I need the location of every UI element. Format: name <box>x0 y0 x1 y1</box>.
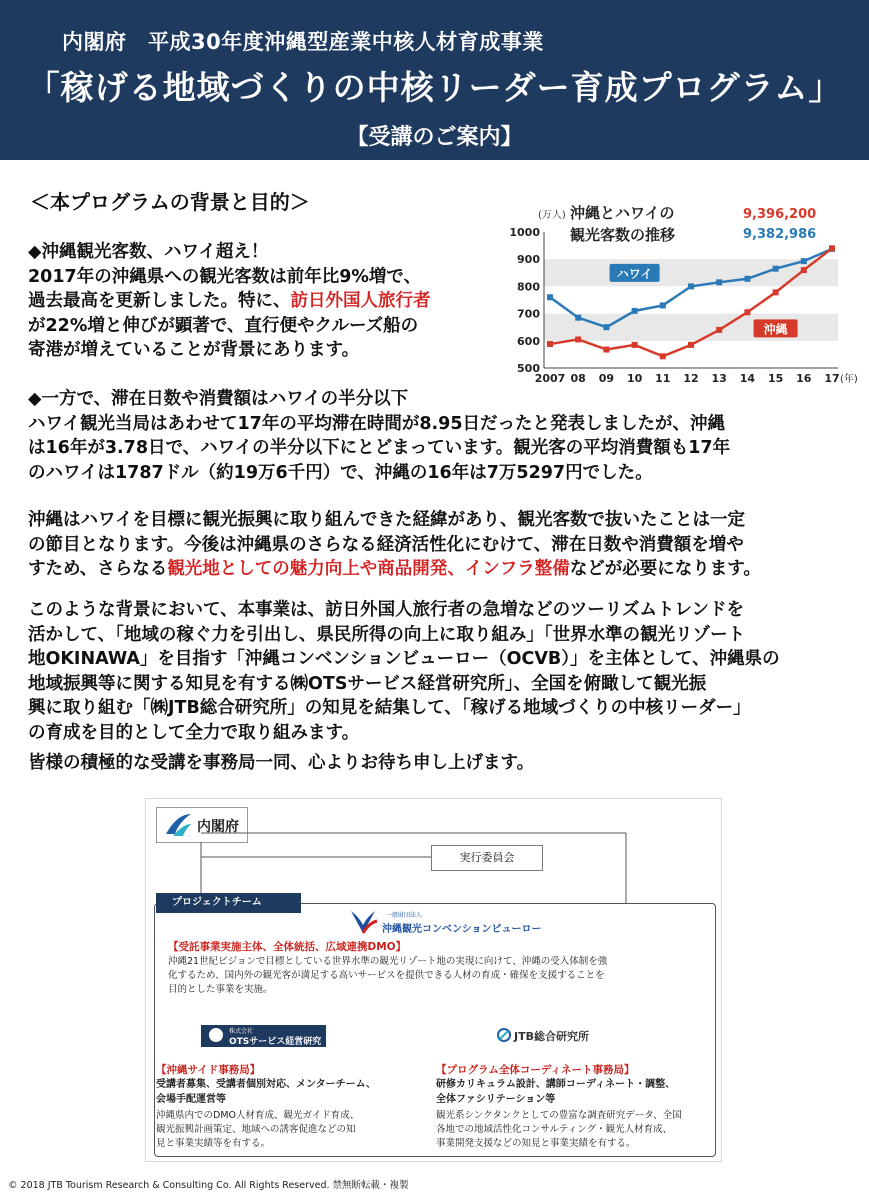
highlight-text: インフラ整備 <box>464 559 570 579</box>
paragraph-4 <box>28 598 780 776</box>
data-point <box>801 258 807 264</box>
x-tick-label: 17 <box>824 372 840 385</box>
p1-line: 寄港が増えていることが背景にあります。 <box>28 340 360 360</box>
p1-line: 過去最高を更新しました。特に、訪日外国人旅行者 <box>28 291 431 311</box>
data-point <box>801 267 807 273</box>
p1-heading: ◆沖縄観光客数、ハワイ超え！ <box>28 242 269 262</box>
p4-line: 活かして、「地域の稼ぐ力を引出し、県民所得の向上に取り組み」「世界水準の観光リゾート <box>28 624 746 645</box>
jtb-logo-icon <box>496 1027 512 1043</box>
p4-line: 興に取り組む「㈱JTB総合研究所」の知見を結集して、「稼げる地域づくりの中核リーダー」 <box>28 698 751 718</box>
x-tick-label: 12 <box>683 372 699 385</box>
highlight-text: 観光地としての魅力向上や商品開発 <box>167 559 448 579</box>
paragraph-2 <box>28 387 730 485</box>
paragraph-1 <box>28 240 431 363</box>
section-title: ＜本プログラムの背景と目的＞ <box>30 190 310 214</box>
paragraph-3 <box>28 508 761 582</box>
data-point <box>688 342 694 348</box>
header-title: 「稼げる地域づくりの中核リーダー育成プログラム」 <box>26 68 843 107</box>
x-tick-label: 10 <box>626 372 643 385</box>
data-point <box>716 327 722 333</box>
y-tick-label: 700 <box>517 307 540 321</box>
okinawa-secretariat-desc: 沖縄県内でのDMO人材育成、観光ガイド育成、 観光振興計画策定、地域への誘客促進などの知 見と事業実績等を有する。 <box>156 1110 360 1149</box>
p1-line: が22%増と伸びが顕著で、直行便やクルーズ船の <box>28 315 419 336</box>
header-subtitle: 内閣府 平成30年度沖縄型産業中核人材育成事業 <box>62 30 544 54</box>
project-team-tab: プロジェクトチーム <box>156 893 301 913</box>
okinawa-secretariat-role: 【沖縄サイド事務局】 <box>156 1064 261 1076</box>
data-point <box>829 245 835 251</box>
p4-line: 地OKINAWA」を目指す「沖縄コンベンションビューロー（OCVB）」を主体として、沖縄県の <box>28 649 780 669</box>
x-axis-label: (年) <box>840 374 858 385</box>
p3-line: の節目となります。今後は沖縄県のさらなる経済活性化にむけて、滞在日数や消費額を増や <box>28 534 744 555</box>
x-tick-label: 11 <box>655 372 671 385</box>
data-point <box>603 347 609 353</box>
y-axis-label: (万人) <box>538 210 566 221</box>
x-tick-label: 16 <box>796 372 812 385</box>
p2-line: ハワイ観光当局はあわせて17年の平均滞在時間が8.95日だったと発表しましたが、沖縄 <box>28 413 726 434</box>
header-banner <box>0 0 869 160</box>
header-guide: 【受講のご案内】 <box>346 125 523 150</box>
series-tag-label: ハワイ <box>616 266 653 281</box>
x-tick-label: 14 <box>739 372 756 385</box>
naikaku-label: 内閣府 <box>197 819 239 835</box>
x-tick-label: 08 <box>570 372 586 385</box>
x-tick-label: 13 <box>711 372 727 385</box>
data-point <box>660 302 666 308</box>
highlight-text: 訪日外国人旅行者 <box>290 291 431 311</box>
p4-closing: 皆様の積極的な受講を事務局一同、心よりお待ち申し上げます。 <box>28 753 535 773</box>
data-point <box>744 276 750 282</box>
ots-logo-icon <box>209 1028 223 1042</box>
data-point <box>744 309 750 315</box>
coordinate-secretariat-tasks: 研修カリキュラム設計、講師コーディネート・調整、 全体ファシリテーション等 <box>436 1079 676 1105</box>
p3-line: すため、さらなる観光地としての魅力向上や商品開発、インフラ整備などが必要になります。 <box>28 559 761 579</box>
data-point <box>773 266 779 272</box>
data-point <box>547 341 553 347</box>
tourism-chart <box>508 196 863 388</box>
ocvb-name: 沖縄観光コンベンションビューロー <box>382 924 542 935</box>
chart-title-line2: 観光客数の推移 <box>570 226 676 244</box>
y-tick-label: 800 <box>517 280 540 294</box>
copyright-footer: © 2018 JTB Tourism Research & Consulting Co. All Rights Reserved. 禁無断転載・複製 <box>8 1180 409 1191</box>
p1-line: 2017年の沖縄県への観光客数は前年比9%増で、 <box>28 266 422 287</box>
okinawa-value-label: 9,396,200 <box>743 207 817 222</box>
x-tick-label: 15 <box>767 372 784 385</box>
p4-line: の育成を目的として全力で取り組みます。 <box>28 722 360 743</box>
y-tick-label: 600 <box>517 334 540 348</box>
ots-logo: 株式会社 OTSサービス経営研究所 <box>201 1025 326 1047</box>
hawaii-value-label: 9,382,986 <box>743 227 817 242</box>
data-point <box>688 283 694 289</box>
data-point <box>575 315 581 321</box>
chart-svg <box>508 196 863 388</box>
ocvb-description: 沖縄21世紀ビジョンで目標としている世界水準の観光リゾート地の実現に向けて、沖縄の受入体制を強 化するため、国内外の観光客が満足する高いサービスを提供できる人材の育成・確保を支援することを 目的とした事業を実施。 <box>168 956 608 995</box>
org-diagram: 内閣府 実行委員会 プロジェクトチーム 一般財団法人 沖縄観光コンベンションビューロー 【受託事業実施主体、全体統括、広域連携DMO】 沖縄21世紀ビジョンで目標としている世界水準の観光リゾート地の実現に向けて、沖縄の受入体制を強 化するため、国内外の観光客が満足する高いサービスを提供できる人材の育成・確保を支援することを 目的とした事業を実施。 株式会社 OTSサービス経営研究所 JTB総合研究所 【沖縄サイド事務局】 受講者募集、受講者個別対応、メンターチーム、 会場手配運営等 沖縄県内でのDMO人材育成、観光ガイド育成、 観光振興計画策定、地域への誘客促進などの知 見と事業実績等を有する。 【プログラム全体コーディネート事務局】 研修カリキュラム設計、講師コーディネート・調整、 全体ファシリテーション等 観光系シンクタンクとしての豊富な調査研究データ、全国 各地での地域活性化コンサルティング・観光人材育成、 事業開発支援などの知見と事業実績を有する。 <box>145 798 722 1162</box>
series-tag-label: 沖縄 <box>763 322 788 337</box>
data-point <box>660 353 666 359</box>
y-tick-label: 500 <box>517 362 540 375</box>
ocvb-logo-icon <box>349 907 379 937</box>
ocvb-org-type: 一般財団法人 <box>386 912 423 919</box>
executive-committee-box: 実行委員会 <box>431 845 543 871</box>
data-point <box>632 308 638 314</box>
p2-line: は16年が3.78日で、ハワイの半分以下にとどまっています。観光客の平均消費額も17年 <box>28 438 731 458</box>
data-point <box>773 289 779 295</box>
data-point <box>575 336 581 342</box>
data-point <box>632 342 638 348</box>
coordinate-secretariat-desc: 観光系シンクタンクとしての豊富な調査研究データ、全国 各地での地域活性化コンサルティング・観光人材育成、 事業開発支援などの知見と事業実績を有する。 <box>436 1110 682 1149</box>
coordinate-secretariat-role: 【プログラム全体コーディネート事務局】 <box>436 1064 635 1076</box>
chart-title-line1: 沖縄とハワイの <box>570 204 675 222</box>
p2-line: のハワイは1787ドル（約19万6千円）で、沖縄の16年は7万5297円でした。 <box>28 462 653 483</box>
p4-line: 地域振興等に関する知見を有する㈱OTSサービス経営研究所」、全国を俯瞰して観光振 <box>28 673 707 694</box>
y-tick-label: 900 <box>517 253 540 267</box>
data-point <box>716 279 722 285</box>
data-point <box>547 294 553 300</box>
p3-line: 沖縄はハワイを目標に観光振興に取り組んできた経緯があり、観光客数で抜いたことは一定 <box>28 510 745 530</box>
y-tick-label: 1000 <box>509 226 540 239</box>
okinawa-secretariat-tasks: 受講者募集、受講者個別対応、メンターチーム、 会場手配運営等 <box>156 1079 376 1105</box>
x-tick-label: 09 <box>598 372 615 385</box>
data-point <box>603 324 609 330</box>
ocvb-role: 【受託事業実施主体、全体統括、広域連携DMO】 <box>168 941 407 953</box>
p4-line: このような背景において、本事業は、訪日外国人旅行者の急増などのツーリズムトレンドを <box>28 600 745 620</box>
x-tick-label: 2007 <box>534 372 566 385</box>
p2-heading: ◆一方で、滞在日数や消費額はハワイの半分以下 <box>28 389 409 409</box>
